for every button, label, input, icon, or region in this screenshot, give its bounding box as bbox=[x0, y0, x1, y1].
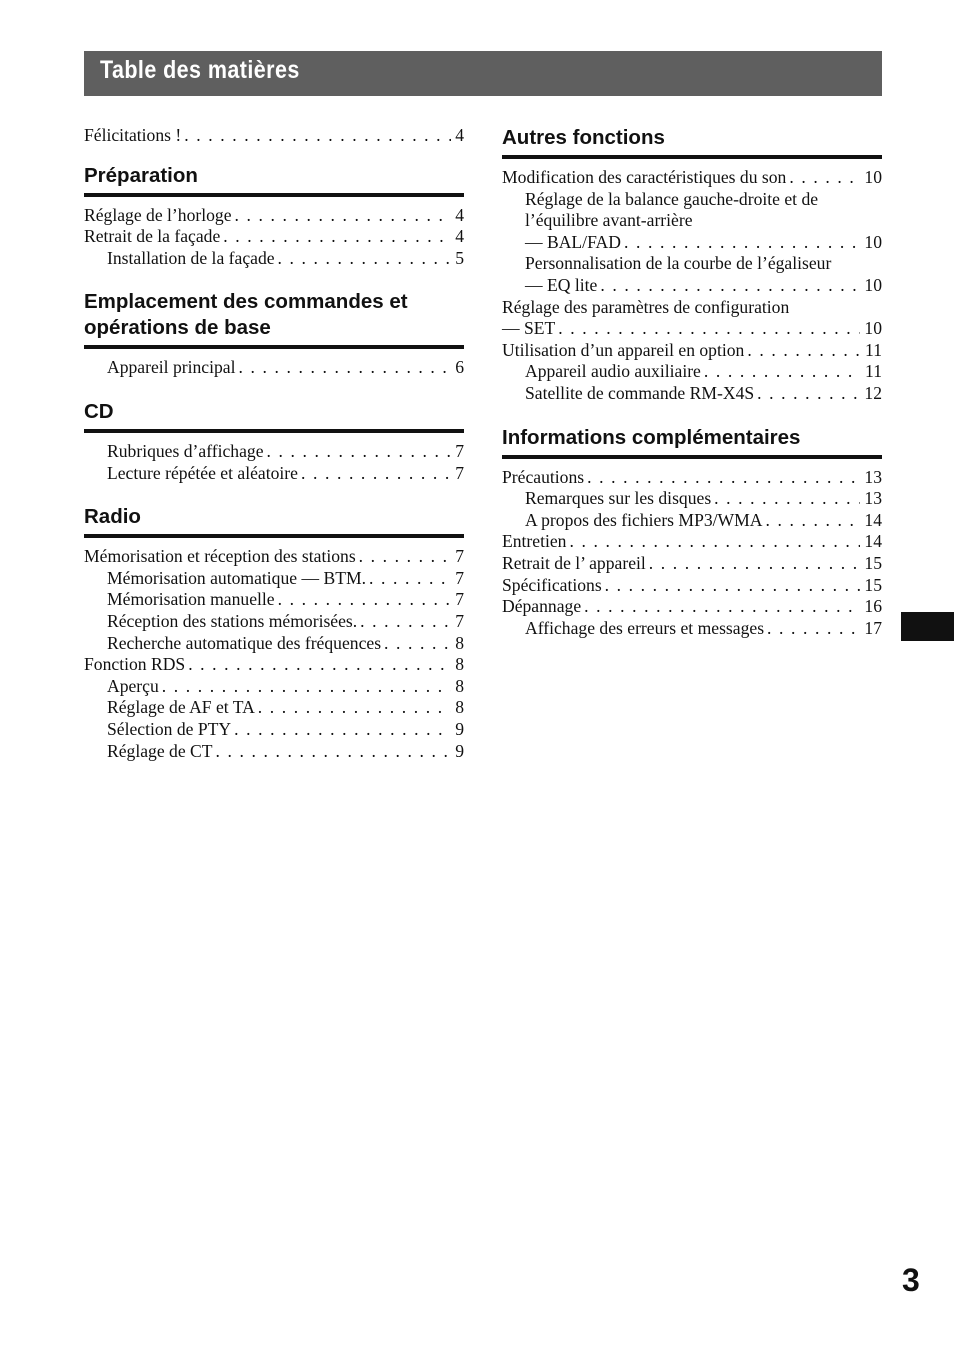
section-heading-preparation: Préparation bbox=[84, 163, 464, 197]
toc-entry[interactable]: — SET . . . 10 bbox=[502, 318, 882, 340]
toc-entry[interactable]: Retrait de l’ appareil . . . 15 bbox=[502, 553, 882, 575]
toc-entry[interactable]: A propos des fichiers MP3/WMA . . . 14 bbox=[502, 510, 882, 532]
toc-entry-continued: Réglage des paramètres de configuration bbox=[502, 296, 790, 317]
page-number: 3 bbox=[902, 1262, 920, 1298]
toc-entry-felicitations[interactable]: Félicitations ! . . . 4 bbox=[84, 125, 464, 147]
toc-entry[interactable]: Utilisation d’un appareil en option . . . 11 bbox=[502, 340, 882, 362]
toc-entry[interactable]: Satellite de commande RM-X4S . . . 12 bbox=[502, 383, 882, 405]
section-heading-emplacement: Emplacement des commandes et opérations de base bbox=[84, 289, 464, 349]
toc-entry[interactable]: Spécifications . . . 15 bbox=[502, 575, 882, 597]
toc-left-column bbox=[84, 125, 464, 762]
toc-entry[interactable]: — BAL/FAD . . . 10 bbox=[502, 232, 882, 254]
toc-entry[interactable]: Retrait de la façade . . . 4 bbox=[84, 226, 464, 248]
toc-entry[interactable]: Précautions . . . 13 bbox=[502, 467, 882, 489]
toc-entry[interactable]: Réglage de CT . . . 9 bbox=[84, 741, 464, 763]
toc-entry-continued: l’équilibre avant-arrière bbox=[525, 210, 693, 231]
toc-entry[interactable]: Réception des stations mémorisées. . . . 7 bbox=[84, 611, 464, 633]
title-bar bbox=[84, 51, 882, 96]
section-heading-radio: Radio bbox=[84, 504, 464, 538]
toc-entry[interactable]: Mémorisation et réception des stations . . . 7 bbox=[84, 546, 464, 568]
toc-entry[interactable]: Installation de la façade . . . 5 bbox=[84, 248, 464, 270]
toc-right-column bbox=[502, 125, 882, 639]
toc-entry[interactable]: Dépannage . . . 16 bbox=[502, 596, 882, 618]
toc-entry[interactable]: Lecture répétée et aléatoire . . . 7 bbox=[84, 463, 464, 485]
section-thumb-tab bbox=[901, 612, 954, 641]
toc-entry-continued: Personnalisation de la courbe de l’égaliseur bbox=[525, 253, 832, 274]
toc-entry[interactable]: Remarques sur les disques . . . 13 bbox=[502, 488, 882, 510]
toc-entry[interactable]: Entretien . . . 14 bbox=[502, 531, 882, 553]
toc-entry[interactable]: Sélection de PTY . . . 9 bbox=[84, 719, 464, 741]
toc-entry[interactable]: Mémorisation automatique — BTM. . . . 7 bbox=[84, 568, 464, 590]
toc-entry[interactable]: Appareil principal . . . 6 bbox=[84, 357, 464, 379]
toc-entry[interactable]: Mémorisation manuelle . . . 7 bbox=[84, 589, 464, 611]
toc-entry[interactable]: Fonction RDS . . . 8 bbox=[84, 654, 464, 676]
toc-entry[interactable]: Rubriques d’affichage . . . 7 bbox=[84, 441, 464, 463]
toc-entry[interactable]: Affichage des erreurs et messages . . . 17 bbox=[502, 618, 882, 640]
toc-entry[interactable]: Réglage de AF et TA . . . 8 bbox=[84, 697, 464, 719]
toc-entry[interactable]: Aperçu . . . 8 bbox=[84, 676, 464, 698]
section-heading-informations: Informations complémentaires bbox=[502, 425, 882, 459]
toc-entry-continued: Réglage de la balance gauche-droite et de bbox=[525, 188, 819, 209]
toc-entry[interactable]: Appareil audio auxiliaire . . . 11 bbox=[502, 361, 882, 383]
toc-entry[interactable]: — EQ lite . . . 10 bbox=[502, 275, 882, 297]
toc-entry[interactable]: Modification des caractéristiques du son . . . 10 bbox=[502, 167, 882, 189]
page-title: Table des matières bbox=[100, 56, 300, 84]
section-heading-cd: CD bbox=[84, 399, 464, 433]
toc-entry[interactable]: Réglage de l’horloge . . . 4 bbox=[84, 205, 464, 227]
section-heading-autres-fonctions: Autres fonctions bbox=[502, 125, 882, 159]
toc-entry[interactable]: Recherche automatique des fréquences . . . 8 bbox=[84, 633, 464, 655]
